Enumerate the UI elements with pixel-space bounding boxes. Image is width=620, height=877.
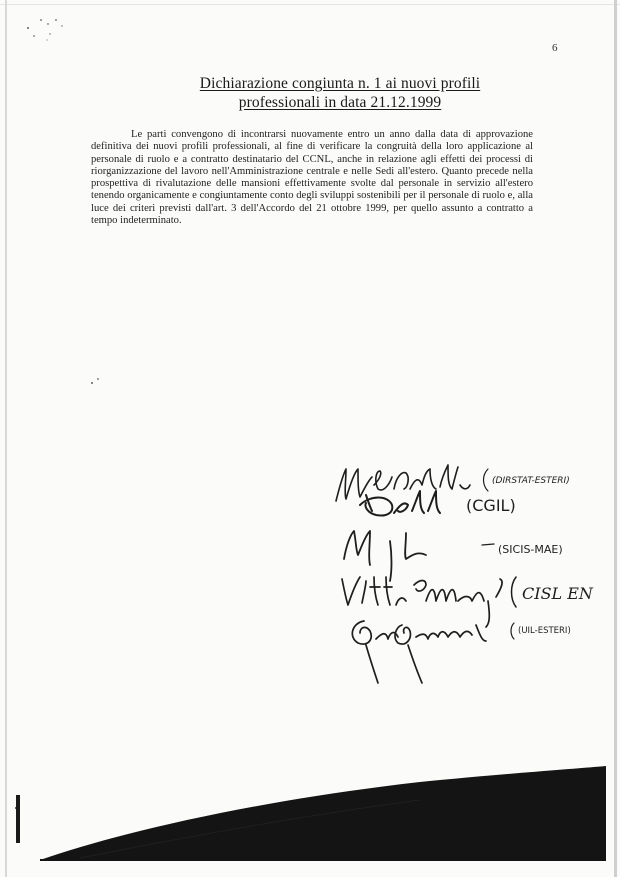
signature-2-affiliation xyxy=(466,496,516,515)
signature-3-affiliation xyxy=(482,543,563,556)
svg-text:(CGIL): (CGIL) xyxy=(466,496,516,515)
signature-5-affiliation xyxy=(511,623,571,639)
scan-shadow xyxy=(0,760,620,877)
svg-text:CISL EN: CISL EN xyxy=(522,584,593,603)
title-line-2: professionali in data 21.12.1999 xyxy=(238,94,442,111)
page-title xyxy=(140,74,540,112)
signature-3 xyxy=(344,531,426,581)
signature-1 xyxy=(336,465,470,501)
signature-2 xyxy=(360,491,440,516)
signature-4-affiliation xyxy=(512,577,594,607)
signature-5 xyxy=(352,621,486,683)
svg-text:(DIRSTAT-ESTERI): (DIRSTAT-ESTERI) xyxy=(492,476,570,486)
declaration-paragraph: Le parti convengono di incontrarsi nuovamente entro un anno dalla data di approvazione definitiva dei nuovi profili professionali, al fine di verificare la congruità della loro applicazione al personale di ruolo e a contratto destinatario del CCNL, anche in relazione agli effetti dei processi di riorganizzazione del lavoro nell'Amministrazione centrale e nelle Sedi all'estero. Quanto precede nella prospettiva di rivalutazione delle mansioni effettivamente svolte dal personale in servizio all'estero tenendo organicamente e congiuntamente conto degli sviluppi sostenibili per il personale di ruolo e, alla luce dei criteri previsti dall'art. 3 dell'Accordo del 21 ottobre 1999, per quello assunto a contratto a tempo indeterminato. xyxy=(91,129,533,227)
page-number: 6 xyxy=(552,42,558,54)
svg-text:(SICIS-MAE): (SICIS-MAE) xyxy=(498,543,563,556)
title-line-1: Dichiarazione congiunta n. 1 ai nuovi profili xyxy=(199,75,481,92)
signature-block xyxy=(330,455,610,700)
signature-1-affiliation xyxy=(484,469,570,491)
handwritten-signatures xyxy=(330,455,610,700)
svg-text:(UIL-ESTERI): (UIL-ESTERI) xyxy=(518,626,571,636)
signature-4 xyxy=(342,577,502,627)
